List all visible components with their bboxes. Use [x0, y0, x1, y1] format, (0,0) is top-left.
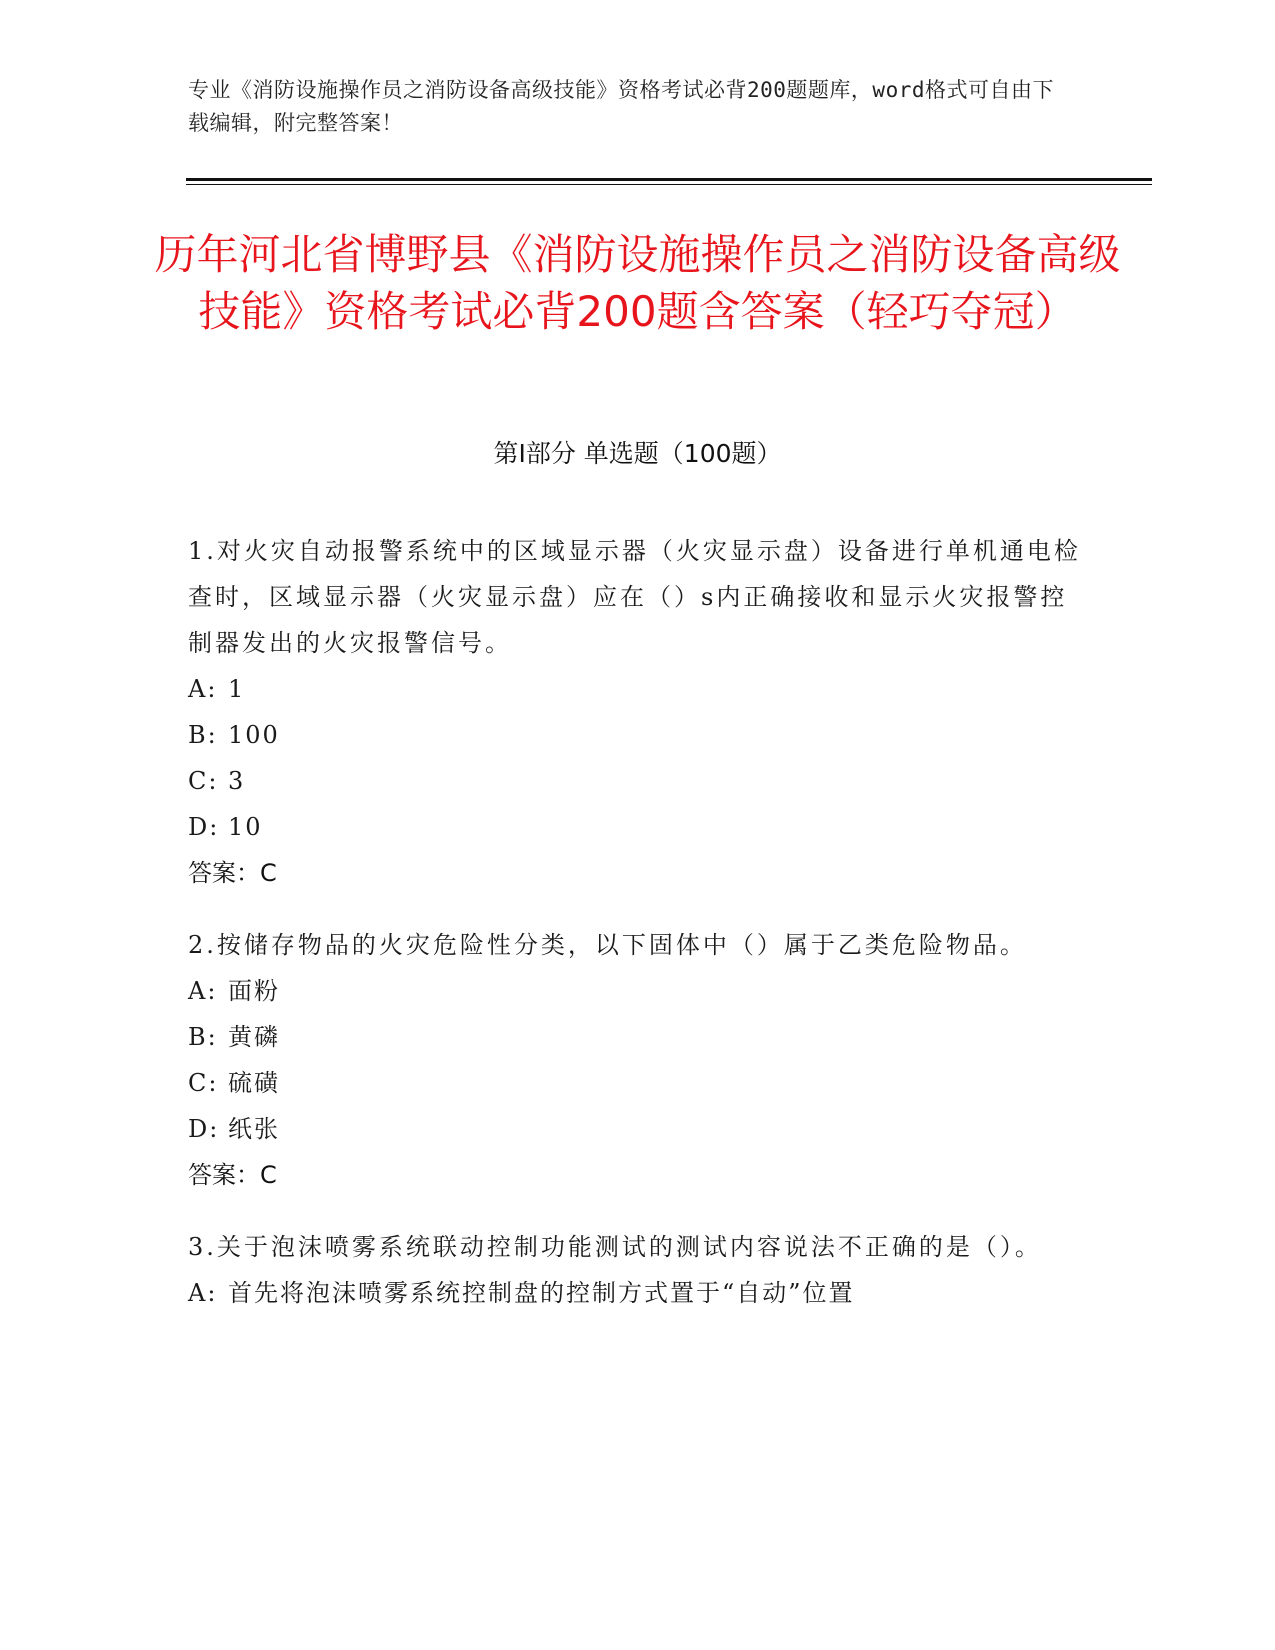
option-text: 硫磺	[228, 1069, 280, 1097]
question-stem: 1.对火灾自动报警系统中的区域显示器（火灾显示盘）设备进行单机通电检查时，区域显示器（火灾显示盘）应在（）s内正确接收和显示火灾报警控制器发出的火灾报警信号。	[188, 537, 1081, 657]
option-text: 纸张	[228, 1115, 280, 1143]
option-text: 100	[228, 721, 280, 749]
option-key: B:	[188, 1023, 218, 1051]
option-key: D:	[188, 1115, 220, 1143]
header-divider-thin	[186, 184, 1152, 185]
option-key: B:	[188, 721, 218, 749]
question-list	[188, 528, 1088, 1342]
question-stem: 2.按储存物品的火灾危险性分类，以下固体中（）属于乙类危险物品。	[188, 931, 1027, 959]
option-d	[188, 1106, 1088, 1152]
question-3	[188, 1224, 1088, 1316]
option-b	[188, 712, 1088, 758]
question-2	[188, 922, 1088, 1198]
option-text: 黄磷	[228, 1023, 280, 1051]
option-text: 10	[228, 813, 263, 841]
header-divider-thick	[186, 178, 1152, 181]
document-title: 历年河北省博野县《消防设施操作员之消防设备高级技能》资格考试必背200题含答案（轻巧夺冠）	[154, 230, 1121, 336]
option-c	[188, 1060, 1088, 1106]
option-key: A:	[188, 675, 218, 703]
answer-line: 答案：C	[188, 1161, 277, 1189]
option-text: 3	[228, 767, 246, 795]
option-b	[188, 1014, 1088, 1060]
option-d	[188, 804, 1088, 850]
section-title: 第I部分 单选题（100题）	[493, 439, 782, 468]
option-text: 1	[228, 675, 246, 703]
option-key: D:	[188, 813, 220, 841]
question-stem: 3.关于泡沫喷雾系统联动控制功能测试的测试内容说法不正确的是（）。	[188, 1233, 1042, 1261]
answer-line: 答案：C	[188, 859, 277, 887]
option-text: 面粉	[228, 977, 280, 1005]
option-a	[188, 968, 1088, 1014]
option-a	[188, 1270, 1088, 1316]
option-a	[188, 666, 1088, 712]
option-key: A:	[188, 1279, 218, 1307]
option-key: C:	[188, 1069, 219, 1097]
option-text: 首先将泡沫喷雾系统控制盘的控制方式置于“自动”位置	[228, 1279, 855, 1307]
option-c	[188, 758, 1088, 804]
option-key: C:	[188, 767, 219, 795]
question-1	[188, 528, 1088, 896]
header-note: 专业《消防设施操作员之消防设备高级技能》资格考试必背200题题库，word格式可自由下载编辑，附完整答案！	[188, 78, 1054, 135]
option-key: A:	[188, 977, 218, 1005]
